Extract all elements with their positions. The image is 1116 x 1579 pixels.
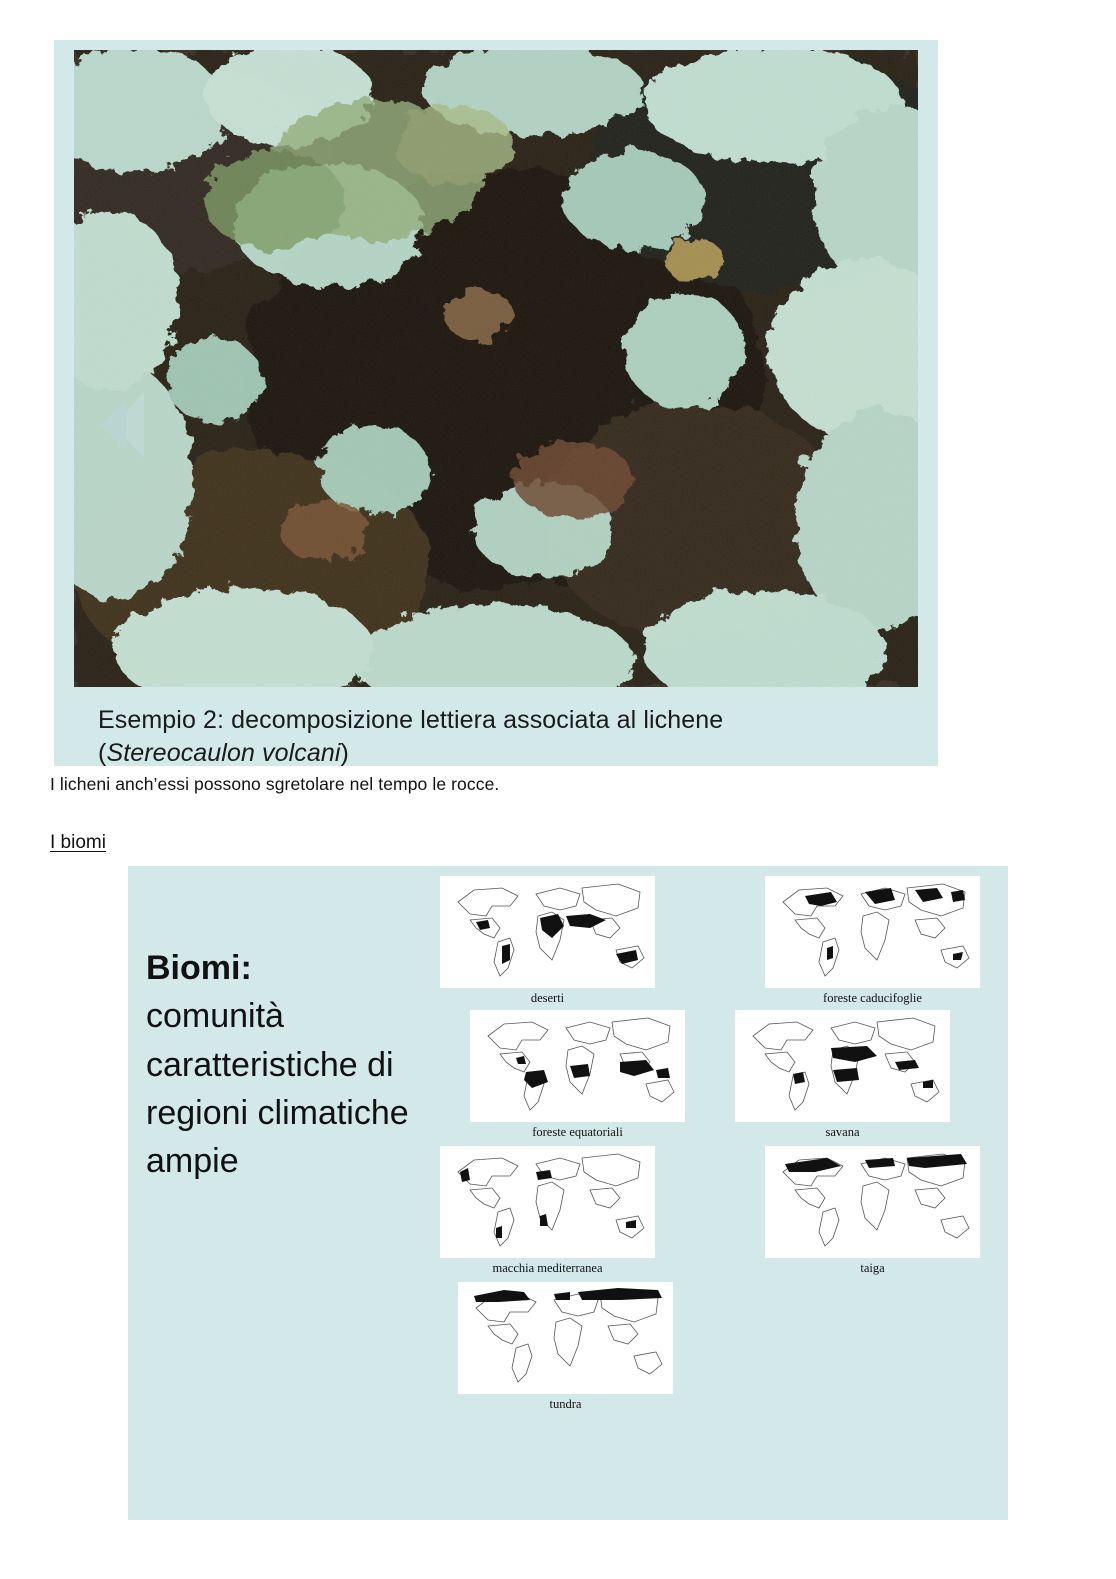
map-image-foreste-caducifoglie [765, 876, 980, 988]
map-image-taiga [765, 1146, 980, 1258]
map-cell [470, 1010, 685, 1140]
world-map-icon [470, 1010, 685, 1122]
map-label: savana [825, 1125, 860, 1139]
biomi-body: comunità caratteristiche di regioni climatiche ampie [146, 997, 409, 1181]
map-label: foreste caducifoglie [823, 991, 922, 1005]
map-cell [440, 1146, 655, 1276]
caption-species-name: Stereocaulon volcani [106, 739, 341, 767]
map-cell [458, 1282, 673, 1412]
map-cell [735, 1010, 950, 1140]
lichen-photo-graphic [74, 50, 918, 687]
section-heading: I biomi [50, 832, 106, 853]
map-cell [765, 1146, 980, 1276]
biomi-heading: Biomi: [146, 949, 252, 987]
map-image-deserti [440, 876, 655, 988]
map-label: foreste equatoriali [532, 1125, 623, 1139]
biomi-slide [128, 866, 1008, 1520]
map-image-savana [735, 1010, 950, 1122]
caption-line-2 [98, 737, 898, 770]
world-map-icon [440, 1146, 655, 1258]
photo-caption [98, 704, 898, 770]
lichen-slide [54, 40, 938, 766]
map-label: deserti [530, 991, 565, 1005]
lichen-photo [74, 50, 918, 687]
map-label: macchia mediterranea [492, 1261, 603, 1275]
caption-paren-open: ( [98, 739, 107, 767]
map-label: tundra [549, 1397, 582, 1411]
world-map-icon [458, 1282, 673, 1394]
map-image-foreste-equatoriali [470, 1010, 685, 1122]
biomi-text-block [146, 944, 446, 1185]
world-map-icon [735, 1010, 950, 1122]
map-cell [765, 876, 980, 1006]
world-map-icon [765, 876, 980, 988]
body-paragraph: I licheni anch’essi possono sgretolare nel tempo le rocce. [50, 774, 500, 794]
map-label: taiga [860, 1261, 885, 1275]
map-cell [440, 876, 655, 1006]
map-image-macchia-mediterranea [440, 1146, 655, 1258]
caption-line-1: Esempio 2: decomposizione lettiera associata al lichene [98, 706, 724, 734]
world-map-icon [765, 1146, 980, 1258]
caption-paren-close: ) [340, 739, 349, 767]
map-image-tundra [458, 1282, 673, 1394]
biomi-maps-grid [440, 870, 1000, 1510]
world-map-icon [440, 876, 655, 988]
